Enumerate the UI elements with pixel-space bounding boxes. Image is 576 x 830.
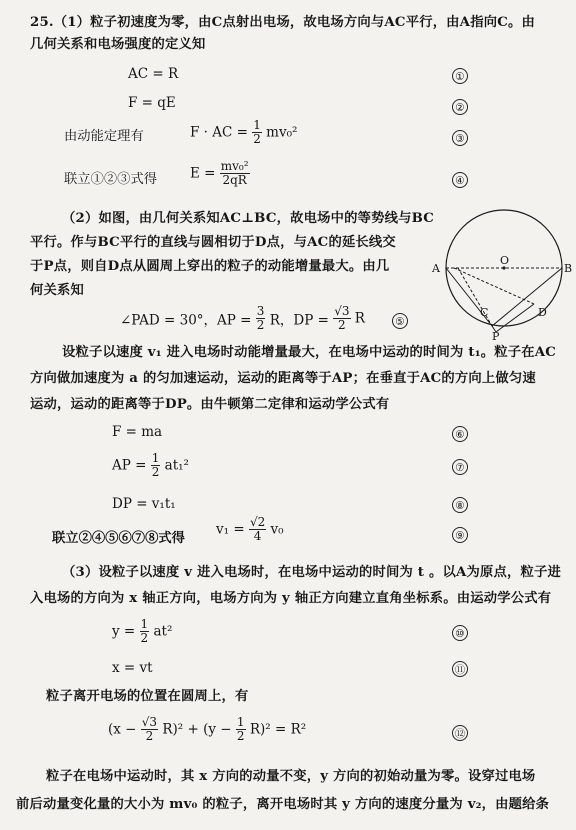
text-line: 何关系知 — [30, 283, 84, 298]
equation-number: ⑤ — [392, 313, 408, 329]
equation-number: ⑫ — [452, 725, 468, 741]
geometry-diagram — [428, 200, 576, 340]
text-line: 入电场的方向为 x 轴正方向，电场方向为 y 轴正方向建立直角坐标系。由运动学公式有 — [30, 591, 552, 606]
text-line: 前后动量变化量的大小为 mv₀ 的粒子，离开电场时其 y 方向的速度分量为 v₂，由题给条 — [16, 797, 550, 812]
text-line: 方向做加速度为 a 的匀加速运动，运动的距离等于AP；在垂直于AC的方向上做匀速 — [30, 371, 536, 386]
text-line: 设粒子以速度 v₁ 进入电场时动能增量最大，在电场中运动的时间为 t₁。粒子在AC — [62, 345, 557, 360]
equation-number: ⑦ — [452, 459, 468, 475]
equation-number: ④ — [452, 172, 468, 188]
equation-2: F = qE — [128, 95, 176, 111]
equation-number: ⑪ — [452, 661, 468, 677]
equation-12: (x − $\frac{√3}{2}$ R)² + (y − $\frac{1}{2}$ R)² = R² — [108, 715, 307, 743]
equation-number: ⑩ — [452, 625, 468, 641]
equation-3: F · AC = $\frac{1}{2}$ mv₀² — [190, 118, 298, 146]
text-line: （3）设粒子以速度 v 进入电场时，在电场中运动的时间为 t 。以A为原点，粒子进 — [62, 565, 561, 580]
dashed-line — [454, 268, 534, 304]
equation-number: ⑥ — [452, 426, 468, 442]
text-line: 粒子离开电场的位置在圆周上，有 — [46, 689, 249, 704]
label-d: D — [538, 306, 547, 319]
label-a: A — [432, 262, 440, 275]
equation-8: DP = v₁t₁ — [112, 496, 176, 512]
text-line: 于P点，则自D点从圆周上穿出的粒子的动能增量最大。由几 — [30, 259, 390, 274]
equation-5: ∠PAD = 30°，AP = $\frac{3}{2}$ R，DP = $\frac{√3}{2}$ R — [120, 304, 365, 332]
equation-number: ⑧ — [452, 497, 468, 513]
equation-number: ⑨ — [452, 527, 468, 543]
label-b: B — [564, 262, 573, 275]
equation-4: E = $\frac{\text{mv₀²}}{2qR}$ — [190, 159, 249, 187]
equation-11: x = vt — [112, 660, 153, 676]
text-line: （2）如图，由几何关系知AC⊥BC，故电场中的等势线与BC — [62, 211, 435, 226]
text-line: 几何关系和电场强度的定义知 — [30, 37, 206, 52]
equation-1: AC = R — [128, 66, 179, 82]
equation-number: ② — [452, 99, 468, 115]
equation-7: AP = $\frac{1}{2}$ at₁² — [112, 451, 189, 479]
text-label: 由动能定理有 — [64, 129, 144, 144]
text-line: 运动，运动的距离等于DP。由牛顿第二定律和运动学公式有 — [30, 397, 390, 412]
equation-9: v₁ = $\frac{√2}{4}$ v₀ — [216, 515, 284, 543]
text-label: 联立①②③式得 — [64, 172, 158, 187]
label-c: C — [480, 306, 489, 319]
text-line: 25.（1）粒子初速度为零，由C点射出电场，故电场方向与AC平行，由A指向C。由 — [30, 15, 535, 30]
line-cb — [492, 268, 562, 326]
text-line: 平行。作与BC平行的直线与圆相切于D点，与AC的延长线交 — [30, 235, 396, 250]
label-p: P — [492, 330, 500, 340]
label-o: O — [500, 254, 510, 267]
text-label: 联立②④⑤⑥⑦⑧式得 — [52, 531, 185, 546]
equation-number: ③ — [452, 130, 468, 146]
equation-10: y = $\frac{1}{2}$ at² — [112, 617, 173, 645]
text-line: 粒子在电场中运动时，其 x 方向的动量不变，y 方向的初始动量为零。设穿过电场 — [46, 769, 536, 784]
equation-6: F = ma — [112, 424, 163, 440]
equation-number: ① — [452, 68, 468, 84]
